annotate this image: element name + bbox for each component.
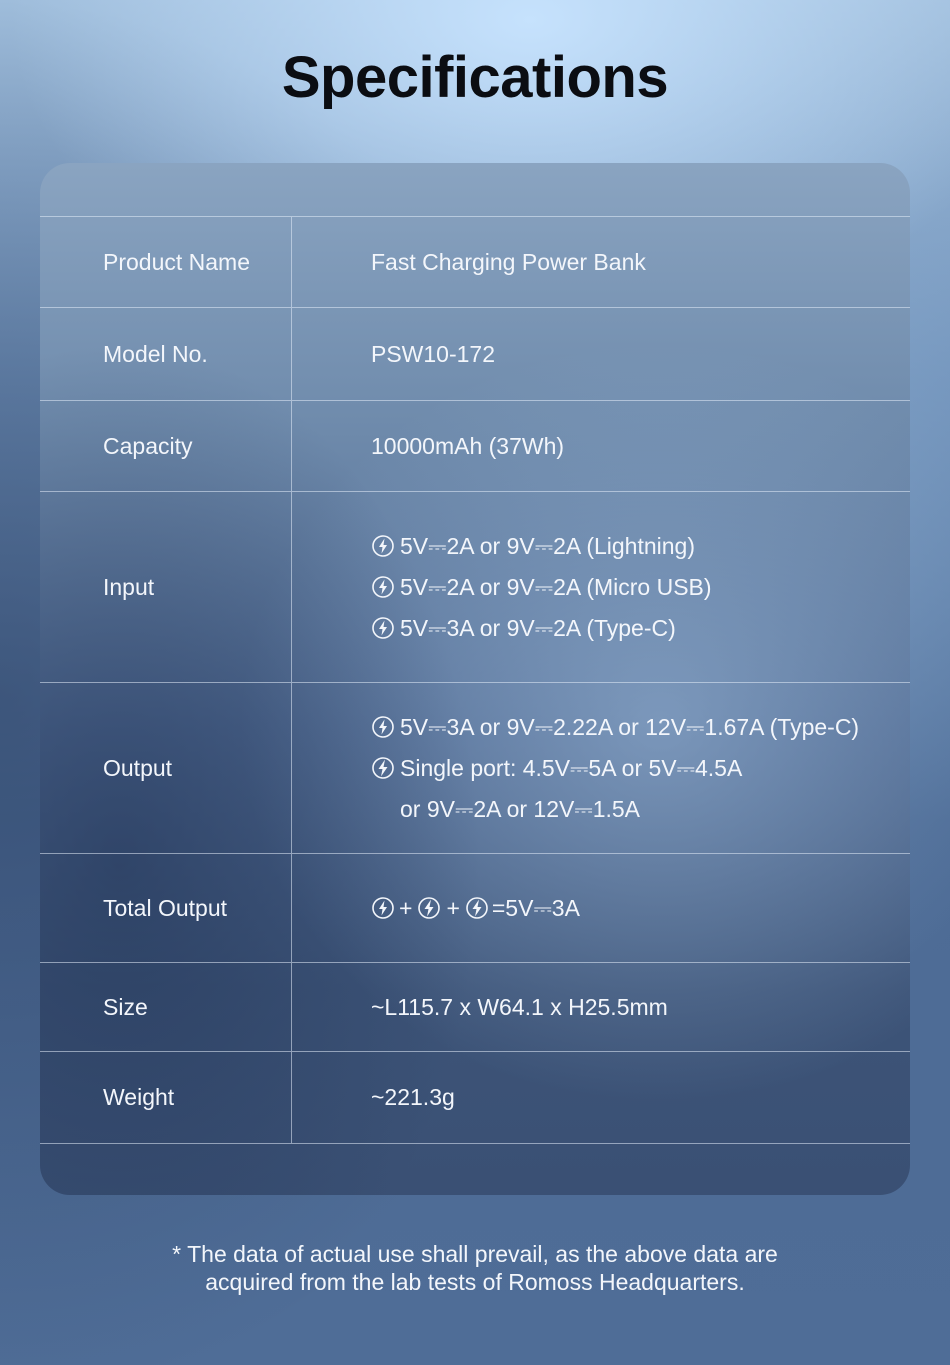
- spec-label: Output: [40, 683, 292, 853]
- output-line-text: or 9V⎓2A or 12V⎓1.5A: [400, 795, 641, 822]
- spec-row-product-name: [40, 216, 910, 307]
- output-line-text: 5V⎓3A or 9V⎓2.22A or 12V⎓1.67A (Type-C): [400, 713, 860, 740]
- spec-table: [40, 216, 910, 1144]
- bolt-circle-icon: [371, 534, 395, 558]
- spec-row-total-output: [40, 853, 910, 962]
- input-line-text: 5V⎓2A or 9V⎓2A (Micro USB): [400, 573, 712, 600]
- bolt-circle-icon: [371, 575, 395, 599]
- bolt-circle-icon: [465, 896, 489, 920]
- spec-label: Size: [40, 963, 292, 1051]
- spec-row-capacity: [40, 400, 910, 491]
- output-line-text: Single port: 4.5V⎓5A or 5V⎓4.5A: [400, 754, 743, 781]
- bolt-circle-icon: [371, 756, 395, 780]
- footnote-line: * The data of actual use shall prevail, as the above data are: [172, 1241, 778, 1267]
- spec-card: [40, 163, 910, 1195]
- output-line: [371, 789, 859, 830]
- footnote-line: acquired from the lab tests of Romoss Headquarters.: [205, 1269, 745, 1295]
- spec-value-list: [292, 526, 712, 649]
- spec-value: PSW10-172: [371, 340, 496, 367]
- input-line: [371, 608, 712, 649]
- bolt-circle-icon: [371, 896, 395, 920]
- spec-value: ~L115.7 x W64.1 x H25.5mm: [371, 993, 668, 1020]
- spec-label: Model No.: [40, 308, 292, 400]
- output-line: [371, 748, 859, 789]
- input-line-text: 5V⎓3A or 9V⎓2A (Type-C): [400, 614, 676, 641]
- input-line: [371, 526, 712, 567]
- input-line: [371, 567, 712, 608]
- bolt-circle-icon: [371, 715, 395, 739]
- plus-sign: +: [399, 894, 413, 921]
- spec-label: Input: [40, 492, 292, 682]
- spec-value-list: [292, 707, 859, 830]
- total-output-line: [371, 888, 580, 929]
- bolt-circle-icon: [371, 616, 395, 640]
- spec-label: Weight: [40, 1052, 292, 1143]
- total-output-result: =5V⎓3A: [491, 894, 580, 921]
- plus-sign: +: [446, 894, 460, 921]
- spec-label: Product Name: [40, 217, 292, 307]
- spec-row-weight: [40, 1051, 910, 1144]
- spec-value: 10000mAh (37Wh): [371, 432, 565, 459]
- spec-label: Capacity: [40, 401, 292, 491]
- spec-value: Fast Charging Power Bank: [371, 248, 646, 275]
- spec-label: Total Output: [40, 854, 292, 962]
- spec-row-input: [40, 491, 910, 682]
- input-line-text: 5V⎓2A or 9V⎓2A (Lightning): [400, 532, 695, 559]
- spec-row-size: [40, 962, 910, 1051]
- output-line: [371, 707, 859, 748]
- spec-value: ~221.3g: [371, 1084, 455, 1110]
- spec-row-model-no: [40, 307, 910, 400]
- spec-row-output: [40, 682, 910, 853]
- page-title: Specifications: [281, 45, 669, 110]
- bolt-circle-icon: [417, 896, 441, 920]
- spec-value: [292, 888, 580, 929]
- footnote: [0, 1240, 950, 1296]
